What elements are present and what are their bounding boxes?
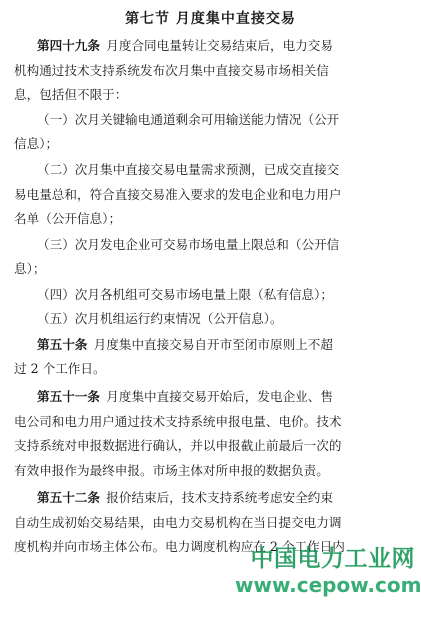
article-52-line-1: 第五十二条 报价结束后，技术支持系统考虑安全约束 — [37, 490, 333, 505]
watermark-site-url: www.cepow.com — [235, 573, 421, 597]
article-51-line-1: 第五十一条 月度集中直接交易开始后，发电企业、售 — [37, 389, 333, 404]
article-49-line-2: 机构通过技术支持系统发布次月集中直接交易市场相关信 — [14, 63, 329, 78]
article-49-number: 第四十九条 — [37, 38, 100, 53]
article-49-item-2-line-3: 名单（公开信息）； — [14, 211, 122, 226]
article-51-line-2: 电公司和电力用户通过技术支持系统申报电量、电价。技术 — [14, 414, 342, 429]
article-49-item-1-line-1: （一）次月关键输电通道剩余可用输送能力情况（公开 — [37, 112, 340, 127]
article-51-number: 第五十一条 — [37, 389, 100, 404]
article-49-item-2-line-1: （二）次月集中直接交易电量需求预测，已成交直接交 — [37, 162, 340, 177]
article-52-line-2: 自动生成初始交易结果，由电力交易机构在当日提交电力调 — [14, 515, 342, 530]
article-50-line-2: 过 2 个工作日。 — [14, 361, 106, 376]
article-49-line-1: 第四十九条 月度合同电量转让交易结束后，电力交易 — [37, 38, 333, 53]
article-49-item-5: （五）次月机组运行约束情况（公开信息）。 — [37, 311, 283, 326]
watermark-site-name: 中国电力工业网 — [250, 546, 415, 572]
article-52-number: 第五十二条 — [37, 490, 100, 505]
article-49-line-3: 息，包括但不限于： — [14, 87, 128, 102]
section-heading: 第七节 月度集中直接交易 — [125, 11, 296, 27]
article-51-line-3: 支持系统对申报数据进行确认，并以申报截止前最后一次的 — [14, 438, 342, 453]
article-49-item-1-line-2: 信息）； — [14, 136, 59, 151]
article-49-item-2-line-2: 易电量总和，符合直接交易准入要求的发电企业和电力用户 — [14, 187, 342, 202]
article-52-line-3: 度机构并向市场主体公布。电力调度机构应在 2 个工作日内 — [14, 539, 345, 554]
article-50-line-1: 第五十条 月度集中直接交易自开市至闭市原则上不超 — [37, 337, 333, 352]
article-51-line-4: 有效申报作为最终申报。市场主体对所申报的数据负责。 — [14, 463, 329, 478]
article-50-number: 第五十条 — [37, 337, 88, 352]
article-49-item-3-line-1: （三）次月发电企业可交易市场电量上限总和（公开信 — [37, 237, 340, 252]
article-49-item-4: （四）次月各机组可交易市场电量上限（私有信息）； — [37, 287, 333, 302]
article-49-item-3-line-2: 息）； — [14, 261, 46, 276]
